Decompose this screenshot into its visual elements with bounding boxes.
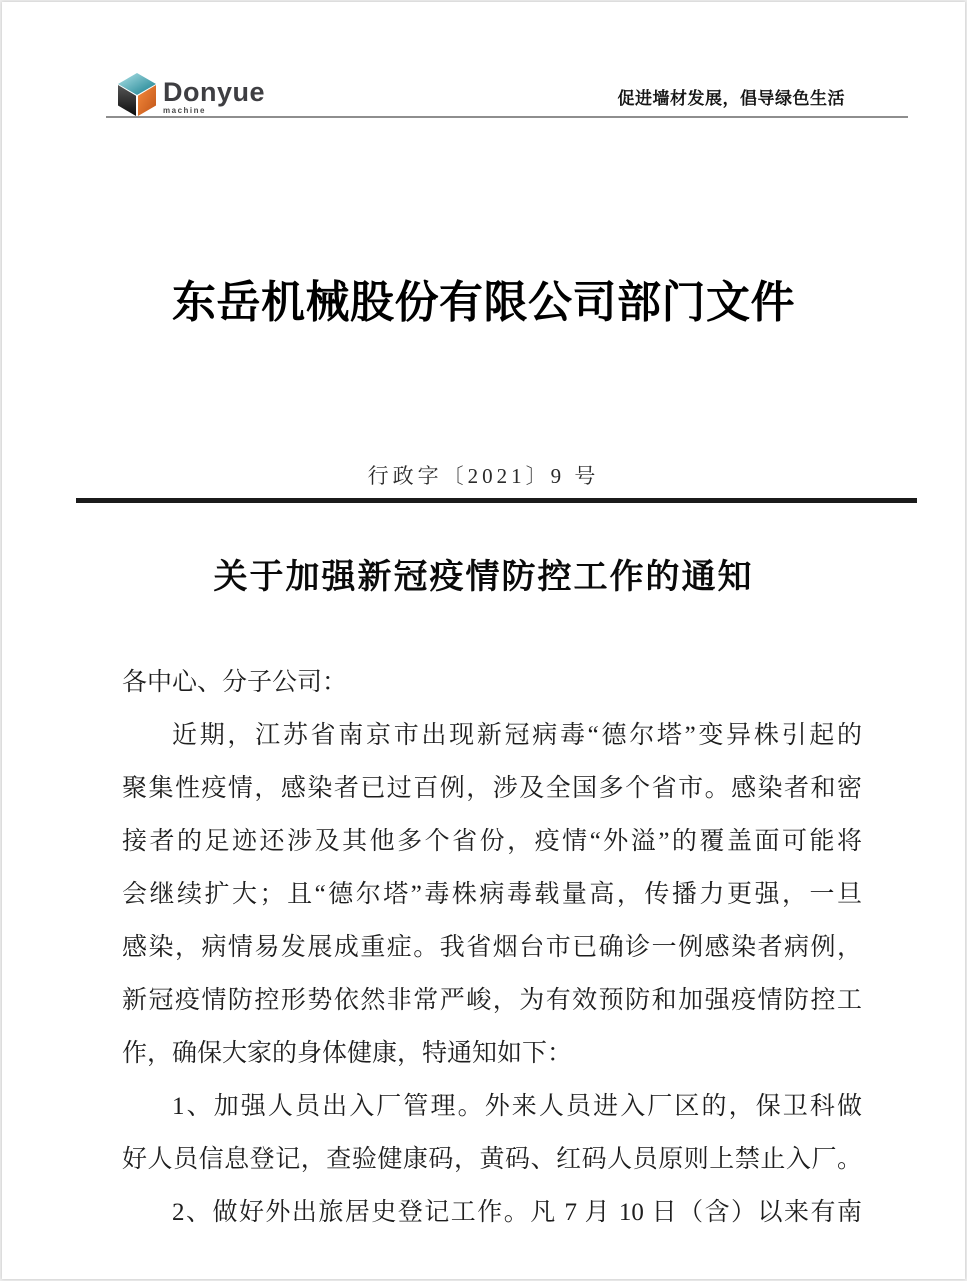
body-line: 感染，病情易发展成重症。我省烟台市已确诊一例感染者病例， <box>122 934 862 961</box>
doc-number: 行政字〔2021〕9 号 <box>367 464 600 488</box>
body-line: 各中心、分子公司： <box>122 669 348 696</box>
company-logo <box>118 73 265 116</box>
body-line: 近期，江苏省南京市出现新冠病毒“德尔塔”变异株引起的 <box>172 722 862 749</box>
body-line: 2、做好外出旅居史登记工作。凡 7 月 10 日（含）以来有南 <box>172 1199 862 1226</box>
brand-name: Donyue <box>163 77 266 107</box>
document-page <box>2 2 965 1279</box>
body-line: 接者的足迹还涉及其他多个省份，疫情“外溢”的覆盖面可能将 <box>122 828 862 855</box>
body-line: 聚集性疫情，感染者已过百例，涉及全国多个省市。感染者和密 <box>122 775 862 802</box>
body-line: 1、加强人员出入厂管理。外来人员进入厂区的，保卫科做 <box>172 1093 862 1120</box>
brand-wordmark <box>163 73 265 115</box>
page-header <box>2 2 965 116</box>
header-rule <box>106 116 908 118</box>
body-line: 会继续扩大；且“德尔塔”毒株病毒载量高，传播力更强，一旦 <box>122 881 862 908</box>
brand-subtext: machine <box>163 106 206 115</box>
body-line: 好人员信息登记，查验健康码，黄码、红码人员原则上禁止入厂。 <box>122 1146 862 1173</box>
body-line: 新冠疫情防控形势依然非常严峻，为有效预防和加强疫情防控工 <box>122 987 862 1014</box>
document-subject: 关于加强新冠疫情防控工作的通知 <box>213 559 754 596</box>
logo-cube-icon <box>118 73 156 116</box>
document-title: 东岳机械股份有限公司部门文件 <box>172 278 795 327</box>
title-divider <box>76 498 917 503</box>
document-body <box>122 656 862 1239</box>
header-slogan: 促进墙材发展，倡导绿色生活 <box>617 89 845 108</box>
body-line: 作，确保大家的身体健康，特通知如下： <box>122 1040 573 1067</box>
